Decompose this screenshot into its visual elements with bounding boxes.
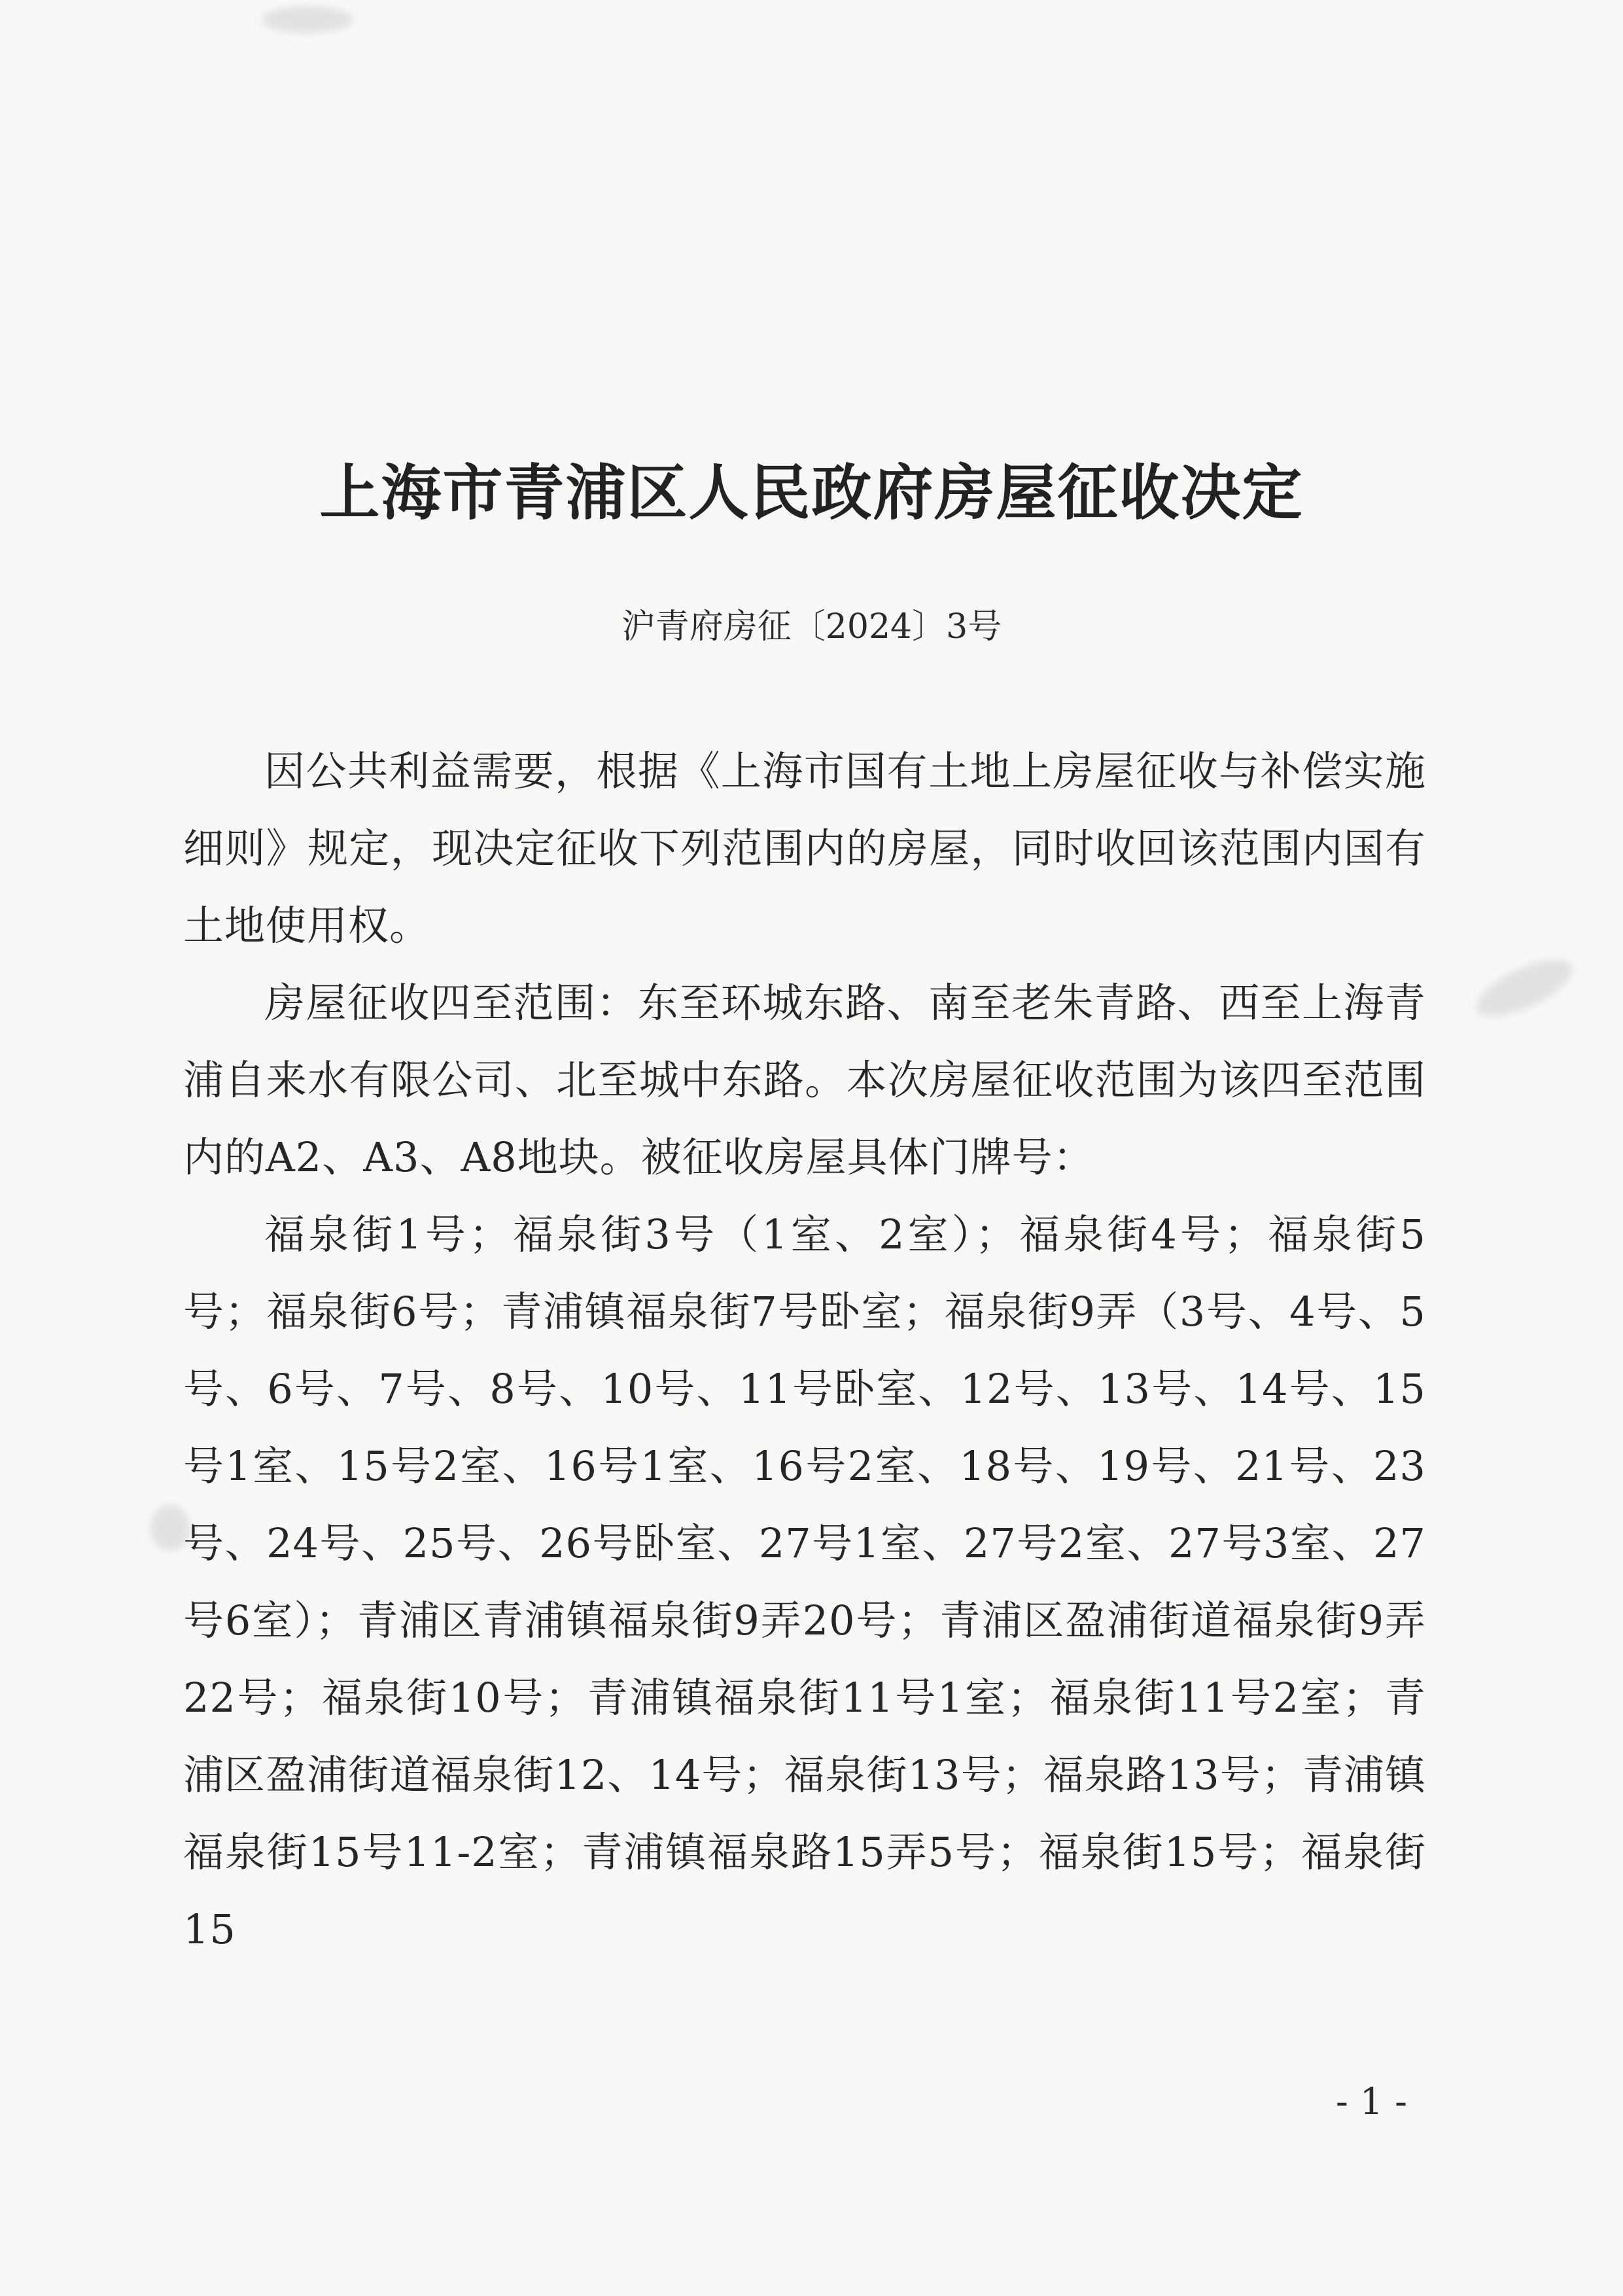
document-title: 上海市青浦区人民政府房屋征收决定 <box>319 458 1304 528</box>
paragraph-addresses: 福泉街1号；福泉街3号（1室、2室）；福泉街4号；福泉街5号；福泉街6号；青浦镇福泉街7号卧室；福泉街9弄（3号、4号、5号、6号、7号、8号、10号、11号卧室、12号、13号、14号、15号1室、15号2室、16号1室、16号2室、18号、19号、21号、23号、24号、25号、26号卧室、27号1室、27号2室、27号3室、27号6室）；青浦区青浦镇福泉街9弄20号；青浦区盈浦街道福泉街9弄22号；福泉街10号；青浦镇福泉街11号1室；福泉街11号2室；青浦区盈浦街道福泉街12、14号；福泉街13号；福泉路13号；青浦镇福泉街15号11-2室；青浦镇福泉路15弄5号；福泉街15号；福泉街15 <box>183 1210 1426 1953</box>
paragraph-purpose: 因公共利益需要，根据《上海市国有土地上房屋征收与补偿实施细则》规定，现决定征收下列范围内的房屋，同时收回该范围内国有土地使用权。 <box>183 747 1426 949</box>
paragraph-scope: 房屋征收四至范围：东至环城东路、南至老朱青路、西至上海青浦自来水有限公司、北至城中东路。本次房屋征收范围为该四至范围内的A2、A3、A8地块。被征收房屋具体门牌号： <box>183 979 1426 1181</box>
scan-smudge-right <box>1469 948 1580 1028</box>
scan-smudge-top <box>262 7 353 33</box>
page-number: - 1 - <box>1335 2081 1407 2123</box>
document-number: 沪青府房征〔2024〕3号 <box>621 607 1002 646</box>
document-body <box>183 733 1426 1968</box>
